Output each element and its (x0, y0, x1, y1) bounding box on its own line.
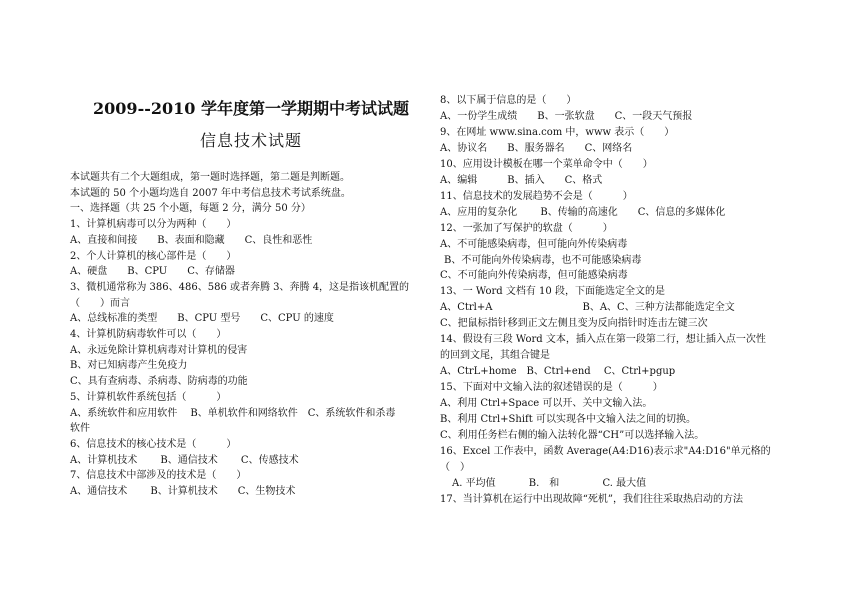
section-heading: 一、选择题（共 25 个小题，每题 2 分，满分 50 分） (70, 203, 311, 215)
text-line: 本试题的 50 个小题均选自 2007 年中考信息技术考试系统盘。 (70, 187, 351, 199)
question: 12、一张加了写保护的软盘（ ） (440, 222, 613, 234)
question: 5、计算机软件系统包括（ ） (70, 391, 227, 403)
options: A、编辑 B、插入 C、格式 (440, 174, 603, 186)
question: 7、信息技术中部涉及的技术是（ ） (70, 470, 247, 482)
text-line: 本试题共有二个大题组成，第一题时选择题，第二题是判断题。 (70, 172, 350, 183)
option: B、利用 Ctrl+Shift 可以实现各中文输入法之间的切换。 (440, 414, 696, 426)
options: A、Ctrl+A B、A、C、三种方法都能选定全文 (440, 302, 735, 314)
question: 10、应用设计模板在哪一个菜单命令中（ ） (440, 158, 653, 170)
options-continued: 软件 (70, 423, 90, 435)
option: C、不可能向外传染病毒，但可能感染病毒 (440, 270, 628, 282)
options: A、总线标准的类型 B、CPU 型号 C、CPU 的速度 (70, 313, 334, 325)
question: 17、当计算机在运行中出现故障“死机”，我们往往采取热启动的方法 (440, 493, 743, 505)
question: 9、在网址 www.sina.com 中，www 表示（ ） (440, 126, 675, 138)
options: A、硬盘 B、CPU C、存储器 (70, 266, 235, 278)
question-continued: 的回到文尾，其组合键是 (440, 350, 550, 362)
option: A、不可能感染病毒，但可能向外传染病毒 (440, 238, 628, 250)
option: C、把鼠标指针移到正文左侧且变为反向指针时连击左键三次 (440, 318, 708, 330)
question: 13、一 Word 文档有 10 段，下面能选定全文的是 (440, 286, 665, 298)
options: A、计算机技术 B、通信技术 C、传感技术 (70, 454, 299, 466)
question: 11、信息技术的发展趋势不会是（ ） (440, 190, 633, 202)
options: A、直接和间接 B、表面和隐藏 C、良性和恶性 (70, 234, 313, 246)
question-continued: （ ）而言 (70, 297, 130, 309)
options: A、协议名 B、服务器名 C、网络名 (440, 142, 633, 154)
question: 6、信息技术的核心技术是（ ） (70, 438, 237, 450)
right-column (440, 93, 796, 508)
question: 4、计算机防病毒软件可以（ ） (70, 329, 227, 341)
options: A. 平均值 B. 和 C. 最大值 (452, 477, 647, 489)
option: A、永远免除计算机病毒对计算机的侵害 (70, 344, 248, 356)
question: 3、微机通常称为 386、486、586 或者奔腾 3、奔腾 4，这是指该机配置的 (70, 281, 410, 293)
options: A、一份学生成绩 B、一张软盘 C、一段天气预报 (440, 110, 693, 122)
option: A、利用 Ctrl+Space 可以开、关中文输入法。 (440, 398, 653, 410)
question: 16、Excel 工作表中，函数 Average(A4:D16)表示求"A4:D16"单元格的 (440, 445, 771, 457)
question: 1、计算机病毒可以分为两种（ ） (70, 219, 237, 231)
subject-title: 信息技术试题 (199, 131, 302, 150)
options: A、通信技术 B、计算机技术 C、生物技术 (70, 486, 296, 498)
option: C、具有查病毒、杀病毒、防病毒的功能 (70, 376, 248, 388)
options: A、CtrL+home B、Ctrl+end C、Ctrl+pgup (440, 366, 676, 378)
question: 8、以下属于信息的是（ ） (440, 95, 577, 106)
options: A、系统软件和应用软件 B、单机软件和网络软件 C、系统软件和杀毒 (70, 407, 396, 419)
left-column (70, 170, 432, 500)
question: 2、个人计算机的核心部件是（ ） (70, 250, 237, 262)
question: 15、下面对中文输入法的叙述错误的是（ ） (440, 382, 663, 394)
question: 14、假设有三段 Word 文本，插入点在第一段第二行，想让插入点一次性 (440, 334, 766, 346)
option: B、对已知病毒产生免疫力 (70, 360, 188, 372)
exam-title: 2009--2010 学年度第一学期期中考试试题 (93, 99, 409, 118)
option: C、利用任务栏右侧的输入法转化器“CH”可以选择输入法。 (440, 430, 705, 442)
options: A、应用的复杂化 B、传输的高速化 C、信息的多媒体化 (440, 206, 726, 218)
option: B、不可能向外传染病毒，也不可能感染病毒 (444, 254, 642, 266)
question-continued: （ ） (440, 461, 470, 473)
